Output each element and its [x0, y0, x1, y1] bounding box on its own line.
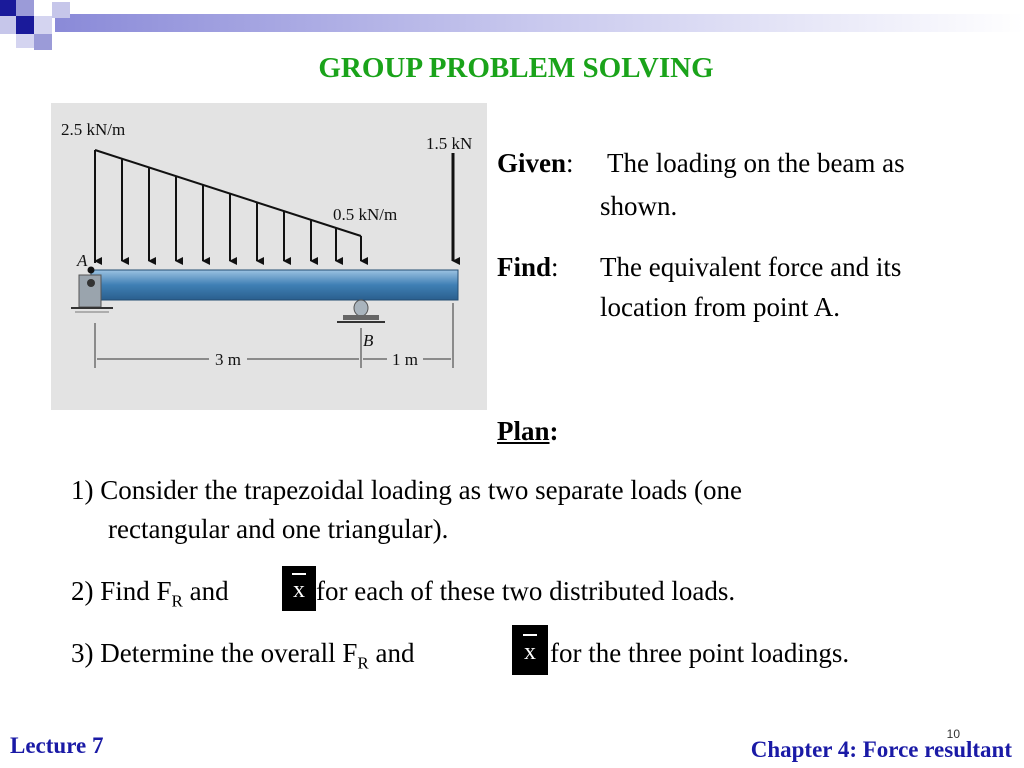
plan-step-3: 3) Determine the overall $F_R$ and [71, 638, 415, 673]
beam-figure [51, 103, 487, 410]
label-w1: 2.5 kN/m [61, 120, 126, 139]
plan-step-3-post: for the three point loadings. [550, 638, 850, 668]
label-dim-1m: 1 m [392, 350, 418, 369]
find-row: Find: [497, 252, 559, 282]
slide-title: GROUP PROBLEM SOLVING [318, 52, 714, 84]
label-point-a: A [77, 251, 88, 270]
find-text-line1: The equivalent force and its [600, 252, 902, 282]
plan-step-2: 2) Find $F_R$ and [71, 576, 229, 611]
given-text-line1: The loading on the beam as [607, 148, 905, 178]
plan-step-1-line2: rectangular and one triangular). [108, 514, 449, 544]
plan-label: Plan [497, 416, 550, 446]
find-label: Find [497, 252, 552, 282]
find-text-line2: location from point A. [600, 292, 840, 322]
beam-diagram [51, 103, 487, 410]
footer-chapter: Chapter 4: Force resultant [750, 737, 1012, 762]
footer-lecture: Lecture 7 [10, 733, 104, 758]
xbar-symbol-1: x [282, 566, 316, 611]
label-w2: 0.5 kN/m [333, 205, 398, 224]
header-decoration [0, 0, 1024, 50]
label-point-load: 1.5 kN [426, 134, 473, 153]
given-row: Given: [497, 148, 574, 178]
plan-step-1-line1: 1) Consider the trapezoidal loading as two separate loads (one [71, 475, 743, 505]
distributed-load-arrows [95, 150, 361, 261]
label-dim-3m: 3 m [215, 350, 241, 369]
plan-step-2-post: for each of these two distributed loads. [316, 576, 736, 606]
label-point-b: B [363, 331, 374, 350]
given-label: Given [497, 148, 567, 178]
given-text-line2: shown. [600, 191, 678, 221]
plan-heading: Plan: [497, 416, 559, 446]
page-number: 10 [946, 727, 960, 741]
xbar-symbol-2: x [512, 625, 548, 675]
